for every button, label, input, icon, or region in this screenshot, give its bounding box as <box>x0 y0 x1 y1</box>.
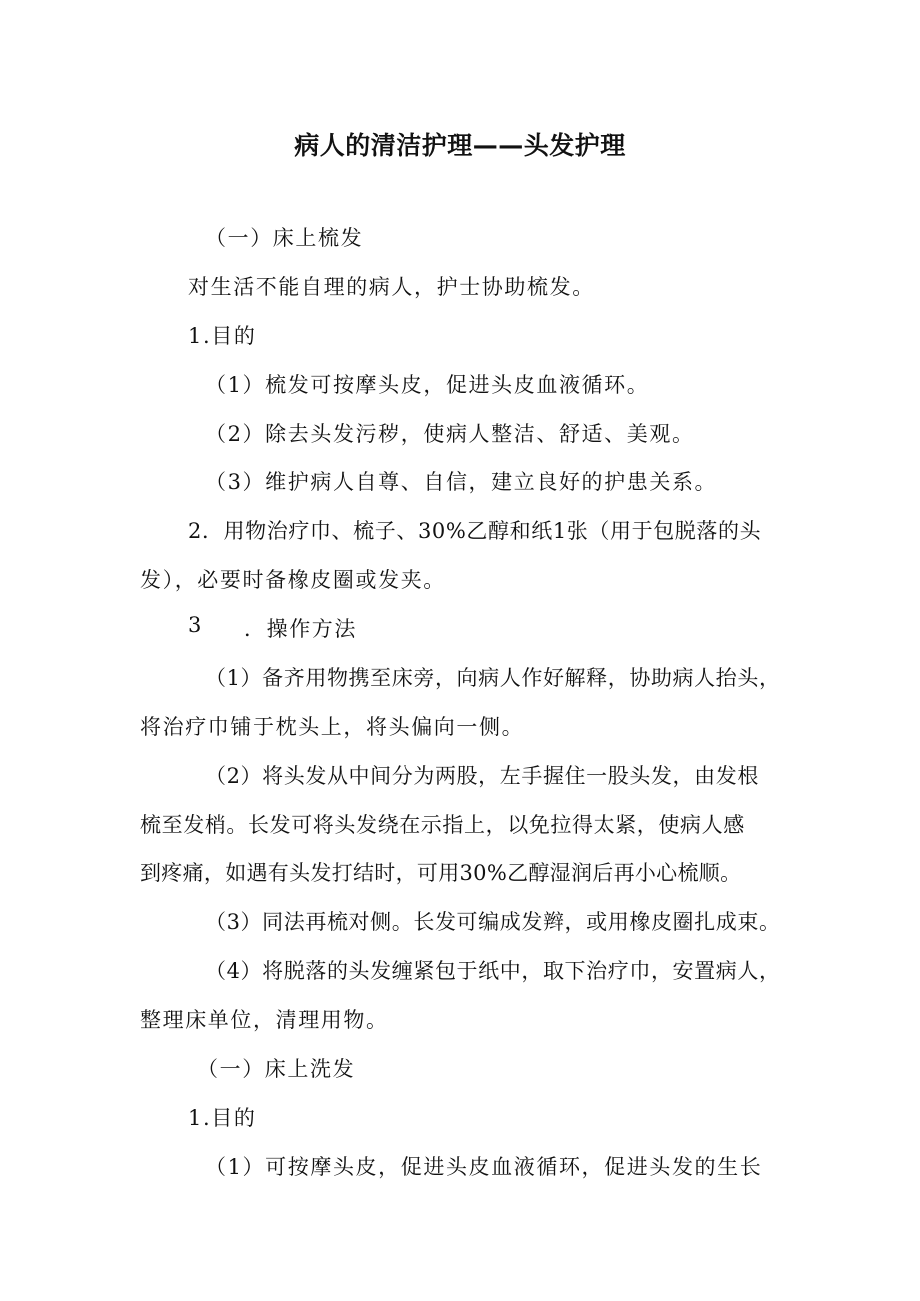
subheading-purpose: 1.目的 <box>188 324 257 348</box>
document-title: 病人的清洁护理——头发护理 <box>294 131 626 160</box>
list-item: （1）梳发可按摩头皮，促进头皮血液循环。 <box>205 373 650 397</box>
paragraph: 梳至发梢。长发可将头发绕在示指上，以免拉得太紧，使病人感 <box>140 813 745 837</box>
list-item: （3）维护病人自尊、自信，建立良好的护患关系。 <box>205 470 718 494</box>
list-item: （4）将脱落的头发缠紧包于纸中，取下治疗巾，安置病人， <box>205 959 781 983</box>
subheading-purpose: 1.目的 <box>188 1106 257 1130</box>
paragraph: 将治疗巾铺于枕头上，将头偏向一侧。 <box>140 715 525 739</box>
subheading-method: ．操作方法 <box>244 617 357 641</box>
list-item: （3）同法再梳对侧。长发可编成发辫，或用橡皮圈扎成束。 <box>205 910 781 934</box>
subheading-number: 3 <box>188 613 203 637</box>
list-item: （2）将头发从中间分为两股，左手握住一股头发，由发根 <box>205 764 759 788</box>
paragraph: 整理床单位，清理用物。 <box>140 1008 389 1032</box>
section-heading-comb: （一）床上梳发 <box>205 226 364 250</box>
list-item: （2）除去头发污秽，使病人整洁、舒适、美观。 <box>205 422 695 446</box>
list-item: （1）备齐用物携至床旁，向病人作好解释，协助病人抬头， <box>205 666 781 690</box>
section-heading-wash: （一）床上洗发 <box>197 1057 356 1081</box>
paragraph: 到疼痛，如遇有头发打结时，可用30%乙醇湿润后再小心梳顺。 <box>140 861 742 885</box>
paragraph: 发），必要时备橡皮圈或发夹。 <box>140 568 446 592</box>
list-item: （1）可按摩头皮，促进头皮血液循环，促进头发的生长 <box>205 1155 763 1179</box>
paragraph: 对生活不能自理的病人，护士协助梳发。 <box>188 275 595 299</box>
paragraph: 2．用物治疗巾、梳子、30%乙醇和纸1张（用于包脱落的头 <box>188 519 762 543</box>
